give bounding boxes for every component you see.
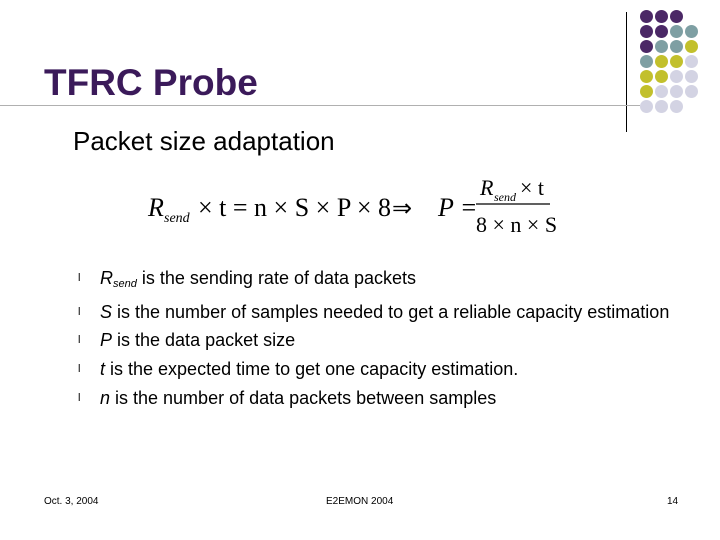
bullet-list <box>78 264 678 413</box>
formula-P-eq: P = <box>438 193 478 222</box>
bullet-marker: l <box>78 306 81 318</box>
bullet-text: is the number of data packets between samples <box>110 388 497 408</box>
bullet-marker: l <box>78 363 81 375</box>
bullet-var: t <box>100 359 106 379</box>
decorative-dot <box>655 100 668 113</box>
formula-num-R-sub: send <box>494 190 516 204</box>
formula-left-R-sub: send <box>164 211 190 226</box>
decorative-dot <box>685 85 698 98</box>
slide-subtitle: Packet size adaptation <box>73 126 335 156</box>
bullet-item <box>78 264 678 299</box>
bullet-text: is the sending rate of data packets <box>136 268 417 288</box>
bullet-var: n <box>100 388 111 408</box>
bullet-item <box>78 326 678 355</box>
formula-den: 8 × n × S <box>476 212 558 237</box>
bullet-var: S <box>100 302 113 322</box>
decorative-dot <box>670 55 683 68</box>
slide-title: TFRC Probe <box>44 62 258 103</box>
formula-num-rest: × t <box>520 175 545 200</box>
formula-left-rest: × t = n × S × P × 8 <box>198 193 391 222</box>
bullet-text: is the expected time to get one capacity estimation. <box>105 359 519 379</box>
decorative-dot <box>640 55 653 68</box>
bullet-marker: l <box>78 392 81 404</box>
bullet-var: P <box>100 330 113 350</box>
divider-horizontal <box>0 105 640 106</box>
decorative-dot <box>685 55 698 68</box>
formula-num-R: R <box>480 175 494 200</box>
decorative-dot <box>685 70 698 83</box>
decorative-dot <box>670 40 683 53</box>
decorative-dot <box>670 100 683 113</box>
bullet-text: is the data packet size <box>112 330 296 350</box>
divider-vertical <box>626 12 627 132</box>
decorative-dot <box>655 55 668 68</box>
bullet-item <box>78 355 678 384</box>
decorative-dot <box>640 100 653 113</box>
bullet-marker: l <box>78 334 81 346</box>
footer-page-number: 14 <box>667 496 679 507</box>
decorative-dot <box>640 25 653 38</box>
decorative-dot <box>655 25 668 38</box>
decorative-dot <box>655 10 668 23</box>
decorative-dot <box>655 40 668 53</box>
bullet-marker: l <box>78 272 81 284</box>
decorative-dot <box>640 85 653 98</box>
decorative-dot <box>655 70 668 83</box>
decorative-dot <box>670 70 683 83</box>
decorative-dot <box>655 85 668 98</box>
decorative-dot <box>640 70 653 83</box>
decorative-dot <box>640 40 653 53</box>
bullet-item <box>78 299 678 326</box>
bullet-var: R <box>100 268 113 288</box>
decorative-dot <box>640 10 653 23</box>
formula <box>140 170 560 242</box>
decorative-dot <box>670 25 683 38</box>
decorative-dot <box>670 10 683 23</box>
footer-event: E2EMON 2004 <box>326 496 394 507</box>
decorative-dot <box>685 40 698 53</box>
bullet-item <box>78 384 678 413</box>
bullet-var-sub: send <box>113 278 137 290</box>
decorative-dot-grid <box>640 10 720 120</box>
footer-date: Oct. 3, 2004 <box>44 496 99 507</box>
decorative-dot <box>685 25 698 38</box>
bullet-text: is the number of samples needed to get a reliable capacity estimation <box>112 302 670 322</box>
decorative-dot <box>670 85 683 98</box>
formula-left-R: R <box>148 193 164 222</box>
formula-implies: ⇒ <box>392 196 413 222</box>
